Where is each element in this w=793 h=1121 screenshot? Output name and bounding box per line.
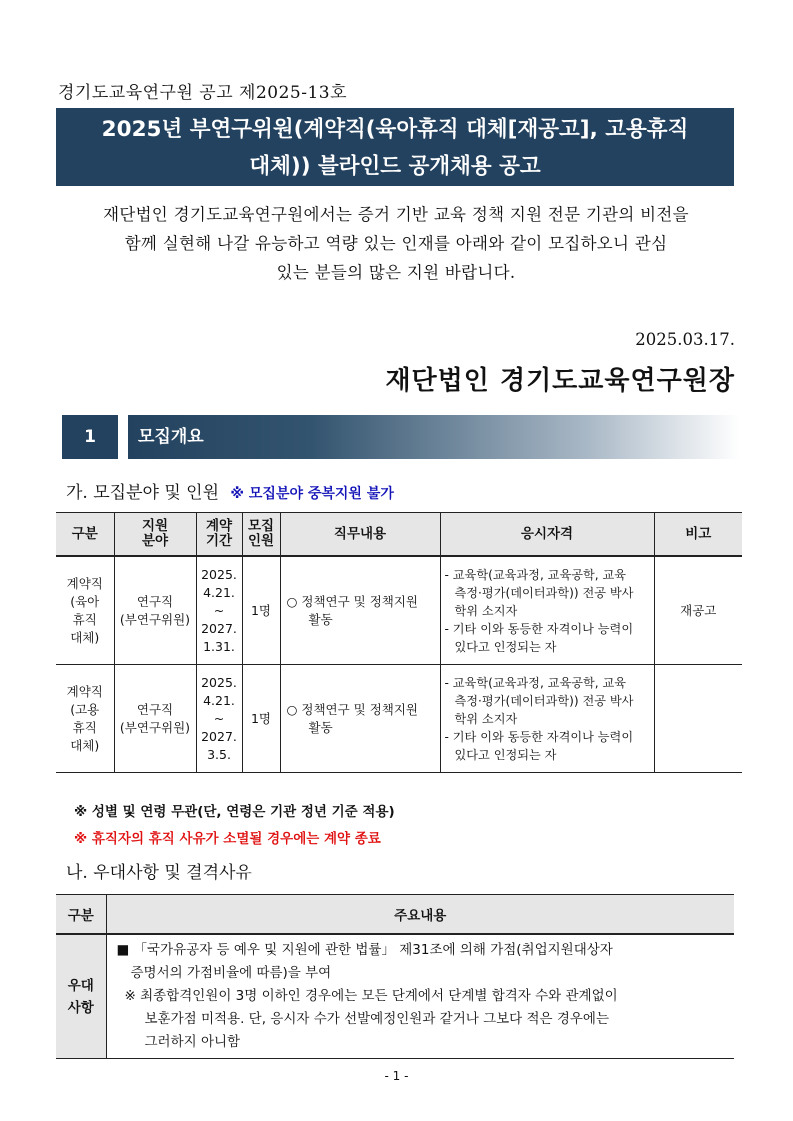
header-category: 구분 xyxy=(56,895,106,935)
header-count: 모집 인원 xyxy=(242,513,280,557)
header-qualification: 응시자격 xyxy=(440,513,654,557)
preference-item-line-1: ■ 「국가유공자 등 예우 및 지원에 관한 법률」 제31조에 의해 가점(취업지원대상자 xyxy=(116,942,613,958)
cell-remarks: 재공고 xyxy=(654,556,742,665)
table-header-row xyxy=(56,513,742,557)
organization-signature: 재단법인 경기도교육연구원장 xyxy=(385,366,735,396)
table-row xyxy=(56,556,742,665)
cell-remarks xyxy=(654,665,742,773)
header-duty: 직무내용 xyxy=(280,513,440,557)
section-number: 1 xyxy=(62,415,118,459)
preference-table xyxy=(56,894,734,1059)
page-number: - 1 - xyxy=(384,1069,409,1083)
section-title: 모집개요 xyxy=(128,415,740,459)
cell-field: 연구직 (부연구위원) xyxy=(114,556,196,665)
cell-content xyxy=(106,934,734,1059)
title-line-1: 2025년 부연구위원(계약직(육아휴직 대체[재공고], 고용휴직 xyxy=(101,117,689,142)
intro-line-3: 있는 분들의 많은 지원 바랍니다. xyxy=(276,263,516,282)
table-row xyxy=(56,665,742,773)
document-title xyxy=(56,108,734,186)
preference-sub-line-3: 그러하지 아니함 xyxy=(144,1034,241,1050)
preference-item-line-2: 증명서의 가점비율에 따름)을 부여 xyxy=(130,965,332,981)
cell-qualification: - 교육학(교육과정, 교육공학, 교육 측정·평가(데이터과학)) 전공 박사 학위 소지자 - 기타 이와 동등한 자격이나 능력이 있다고 인정되는 자 xyxy=(440,665,654,773)
header-content: 주요내용 xyxy=(106,895,734,935)
header-field: 지원 분야 xyxy=(114,513,196,557)
header-category: 구분 xyxy=(56,513,114,557)
title-line-2: 대체)) 블라인드 공개채용 공고 xyxy=(249,154,541,179)
note-contract-termination: ※ 휴직자의 휴직 사유가 소멸될 경우에는 계약 종료 xyxy=(74,831,381,847)
cell-period: 2025. 4.21. ~ 2027. 1.31. xyxy=(196,556,242,665)
section-header-recruitment xyxy=(56,415,740,459)
cell-duty: ○ 정책연구 및 정책지원 활동 xyxy=(280,665,440,773)
header-remarks: 비고 xyxy=(654,513,742,557)
note-gender-age: ※ 성별 및 연령 무관(단, 연령은 기관 정년 기준 적용) xyxy=(74,804,395,820)
recruit-subheading-text: 가. 모집분야 및 인원 xyxy=(66,483,219,503)
cell-duty: ○ 정책연구 및 정책지원 활동 xyxy=(280,556,440,665)
notice-date: 2025.03.17. xyxy=(635,330,735,349)
cell-field: 연구직 (부연구위원) xyxy=(114,665,196,773)
cell-category: 계약직 (육아 휴직 대체) xyxy=(56,556,114,665)
preference-sub-line-2: 보훈가점 미적용. 단, 응시자 수가 선발예정인원과 같거나 그보다 적은 경우에는 xyxy=(144,1011,610,1027)
header-period: 계약 기간 xyxy=(196,513,242,557)
intro-line-2: 함께 실현해 나갈 유능하고 역량 있는 인재를 아래와 같이 모집하오니 관심 xyxy=(124,234,668,253)
intro-line-1: 재단법인 경기도교육연구원에서는 증거 기반 교육 정책 지원 전문 기관의 비전을 xyxy=(103,205,689,224)
preference-sub-line-1: ※ 최종합격인원이 3명 이하인 경우에는 모든 단계에서 단계별 합격자 수와 관계없이 xyxy=(124,988,618,1004)
cell-period: 2025. 4.21. ~ 2027. 3.5. xyxy=(196,665,242,773)
cell-count: 1명 xyxy=(242,665,280,773)
cell-count: 1명 xyxy=(242,556,280,665)
notice-number: 경기도교육연구원 공고 제2025-13호 xyxy=(58,83,348,103)
preference-subheading: 나. 우대사항 및 결격사유 xyxy=(66,863,252,883)
recruitment-table xyxy=(56,512,742,773)
recruit-subheading xyxy=(66,478,394,503)
table-row xyxy=(56,934,734,1059)
table-header-row xyxy=(56,895,734,935)
cell-qualification: - 교육학(교육과정, 교육공학, 교육 측정·평가(데이터과학)) 전공 박사 학위 소지자 - 기타 이와 동등한 자격이나 능력이 있다고 인정되는 자 xyxy=(440,556,654,665)
cell-category: 우대 사항 xyxy=(56,934,106,1059)
recruit-subheading-note: ※ 모집분야 중복지원 불가 xyxy=(230,486,394,502)
intro-paragraph xyxy=(56,200,736,287)
cell-category: 계약직 (고용 휴직 대체) xyxy=(56,665,114,773)
